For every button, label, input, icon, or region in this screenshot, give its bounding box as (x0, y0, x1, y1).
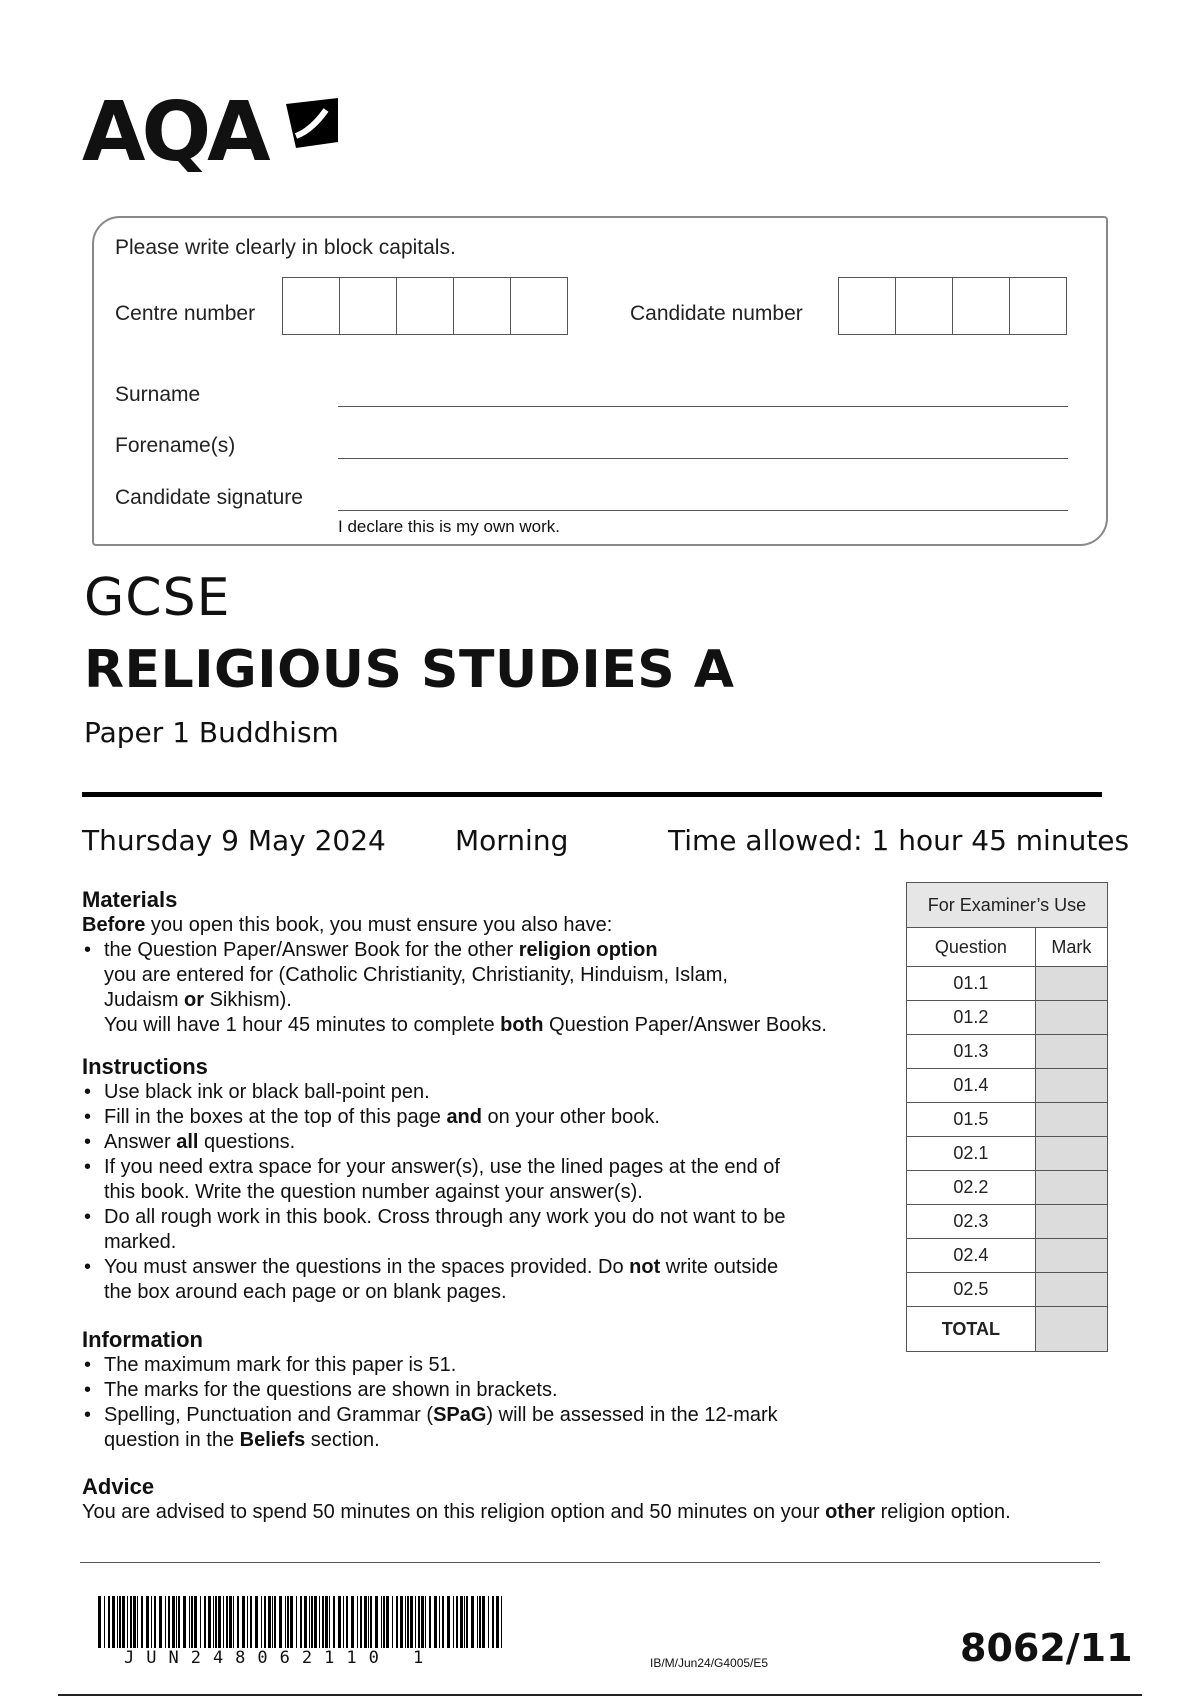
materials-heading: Materials (82, 887, 178, 912)
instructions-heading: Instructions (82, 1054, 208, 1079)
declaration-text: I declare this is my own work. (338, 517, 561, 536)
barcode-digits: JUN248062110 1 (124, 1648, 436, 1668)
qualification-title: GCSE (84, 568, 231, 628)
question-column-header: Question (907, 928, 1036, 967)
barcode-bar (400, 1596, 403, 1648)
barcode-bar (471, 1596, 474, 1648)
centre-number-box[interactable] (396, 277, 453, 335)
signature-label: Candidate signature (115, 486, 303, 509)
signature-field[interactable] (338, 510, 1068, 511)
barcode-bar (274, 1596, 276, 1648)
barcode-bar (272, 1596, 273, 1648)
barcode-bar (104, 1596, 105, 1648)
barcode-bar (215, 1596, 217, 1648)
barcode-bar (165, 1596, 166, 1648)
barcode-bar (304, 1596, 307, 1648)
barcode-bar (250, 1596, 252, 1648)
barcode-bar (208, 1596, 211, 1648)
centre-number-box[interactable] (510, 277, 568, 335)
barcode-bar (314, 1596, 317, 1648)
examiner-table-row (907, 1171, 1108, 1205)
question-number: 01.4 (907, 1069, 1036, 1103)
barcode-bar (191, 1596, 193, 1648)
barcode-bar (178, 1596, 180, 1648)
barcode-bar (233, 1596, 234, 1648)
barcode-bar (146, 1596, 149, 1648)
examiner-table-row (907, 1069, 1108, 1103)
information-item: • The marks for the questions are shown in brackets. (104, 1378, 902, 1403)
question-number: 02.2 (907, 1171, 1036, 1205)
barcode-bar (370, 1596, 372, 1648)
barcode (98, 1596, 508, 1648)
barcode-bar (133, 1596, 136, 1648)
mark-cell[interactable] (1035, 1205, 1107, 1239)
barcode-bar (381, 1596, 382, 1648)
candidate-number-box[interactable] (895, 277, 952, 335)
title-divider (82, 792, 1102, 797)
time-allowed: Time allowed: 1 hour 45 minutes (668, 824, 1130, 857)
barcode-bar (213, 1596, 214, 1648)
candidate-number-boxes (838, 277, 1067, 335)
barcode-bar (141, 1596, 143, 1648)
barcode-bar (357, 1596, 358, 1648)
barcode-bar (159, 1596, 162, 1648)
barcode-bar (151, 1596, 152, 1648)
examiner-table-row (907, 1205, 1108, 1239)
candidate-number-box[interactable] (952, 277, 1009, 335)
question-number: 02.3 (907, 1205, 1036, 1239)
mark-cell[interactable] (1035, 1239, 1107, 1273)
information-heading: Information (82, 1327, 203, 1352)
question-number: 02.4 (907, 1239, 1036, 1273)
examiner-table-row (907, 1273, 1108, 1307)
barcode-bar (415, 1596, 416, 1648)
centre-number-boxes (282, 277, 568, 335)
barcode-bar (122, 1596, 125, 1648)
barcode-bar (112, 1596, 115, 1648)
instructions-section (82, 1054, 902, 1305)
barcode-bar (392, 1596, 393, 1648)
information-item: • The maximum mark for this paper is 51. (104, 1353, 902, 1378)
barcode-bar (434, 1596, 437, 1648)
advice-section (82, 1474, 1122, 1525)
barcode-bar (261, 1596, 262, 1648)
total-mark-cell[interactable] (1035, 1307, 1107, 1352)
mark-cell[interactable] (1035, 1137, 1107, 1171)
surname-label: Surname (115, 383, 201, 406)
barcode-bar (127, 1596, 128, 1648)
barcode-bar (176, 1596, 177, 1648)
materials-bullet: • the Question Paper/Answer Book for the other religion option you are entered for (Catholic Christianity, Christianity, Hinduism, Islam, Judaism or Sikhism). You will have 1 hour 45 minutes to complete both Question Paper/Answer Books. (104, 938, 902, 1038)
barcode-bar (496, 1596, 499, 1648)
barcode-bar (396, 1596, 398, 1648)
barcode-bar (460, 1596, 463, 1648)
barcode-bar (279, 1596, 282, 1648)
instruction-item: • If you need extra space for your answer(s), use the lined pages at the end of this book. Write the question number against your answer(s). (104, 1155, 902, 1205)
centre-number-box[interactable] (282, 277, 339, 335)
instruction-item: • Use black ink or black ball-point pen. (104, 1080, 902, 1105)
barcode-bar (338, 1596, 341, 1648)
barcode-bar (464, 1596, 465, 1648)
examiner-table-row (907, 1137, 1108, 1171)
mark-column-header: Mark (1035, 928, 1107, 967)
barcode-bar (117, 1596, 118, 1648)
barcode-bar (137, 1596, 138, 1648)
barcode-bar (226, 1596, 228, 1648)
question-number: 02.5 (907, 1273, 1036, 1307)
barcode-bar (172, 1596, 175, 1648)
barcode-bar (200, 1596, 201, 1648)
barcode-bar (429, 1596, 431, 1648)
barcode-bar (247, 1596, 248, 1648)
mark-cell[interactable] (1035, 967, 1107, 1001)
barcode-bar (421, 1596, 424, 1648)
subject-title: RELIGIOUS STUDIES A (84, 640, 735, 700)
barcode-bar (405, 1596, 406, 1648)
barcode-bar (425, 1596, 426, 1648)
barcode-bar (285, 1596, 286, 1648)
mark-cell[interactable] (1035, 1103, 1107, 1137)
exam-session: Morning (455, 824, 569, 857)
forename-label: Forename(s) (115, 434, 236, 457)
barcode-bar (229, 1596, 232, 1648)
question-number: 01.1 (907, 967, 1036, 1001)
barcode-bar (242, 1596, 245, 1648)
barcode-bar (383, 1596, 385, 1648)
barcode-bar (319, 1596, 320, 1648)
barcode-bar (264, 1596, 266, 1648)
barcode-bar (456, 1596, 458, 1648)
barcode-bar (360, 1596, 362, 1648)
instruction-item: • Answer all questions. (104, 1130, 902, 1155)
total-label: TOTAL (907, 1307, 1036, 1352)
surname-field[interactable] (338, 406, 1068, 407)
barcode-bar (329, 1596, 330, 1648)
barcode-bar (119, 1596, 121, 1648)
question-number: 01.5 (907, 1103, 1036, 1137)
question-number: 01.3 (907, 1035, 1036, 1069)
candidate-number-box[interactable] (1009, 277, 1067, 335)
barcode-bar (287, 1596, 289, 1648)
examiner-table-row (907, 967, 1108, 1001)
instruction-item: • You must answer the questions in the spaces provided. Do not write outside the box around each page or on blank pages. (104, 1255, 902, 1305)
centre-number-box[interactable] (453, 277, 510, 335)
barcode-bar (343, 1596, 344, 1648)
barcode-bar (466, 1596, 468, 1648)
barcode-bar (183, 1596, 186, 1648)
examiner-table-title: For Examiner’s Use (907, 883, 1108, 928)
form-instruction: Please write clearly in block capitals. (115, 236, 456, 259)
aqa-flag-icon (282, 96, 342, 156)
barcode-bar (194, 1596, 197, 1648)
instruction-item: • Do all rough work in this book. Cross through any work you do not want to be marked. (104, 1205, 902, 1255)
barcode-bar (108, 1596, 110, 1648)
information-item: • Spelling, Punctuation and Grammar (SPaG) will be assessed in the 12-mark question in the Beliefs section. (104, 1403, 902, 1453)
barcode-bar (418, 1596, 420, 1648)
paper-title: Paper 1 Buddhism (84, 716, 339, 749)
barcode-bar (477, 1596, 478, 1648)
barcode-bar (368, 1596, 369, 1648)
logo-text: AQA (82, 85, 267, 180)
barcode-bar (386, 1596, 389, 1648)
barcode-bar (189, 1596, 190, 1648)
barcode-bar (154, 1596, 156, 1648)
mark-cell[interactable] (1035, 1171, 1107, 1205)
mark-cell[interactable] (1035, 1035, 1107, 1069)
question-number: 01.2 (907, 1001, 1036, 1035)
barcode-bar (322, 1596, 324, 1648)
barcode-bar (333, 1596, 335, 1648)
barcode-bar (492, 1596, 494, 1648)
barcode-bar (410, 1596, 413, 1648)
barcode-bar (375, 1596, 378, 1648)
examiner-use-table (906, 882, 1108, 1352)
materials-intro: Before you open this book, you must ensure you also have: (82, 914, 613, 936)
examiner-table-row (907, 1103, 1108, 1137)
advice-heading: Advice (82, 1474, 155, 1499)
barcode-bar (268, 1596, 271, 1648)
barcode-bar (325, 1596, 328, 1648)
centre-number-label: Centre number (115, 302, 256, 325)
paper-reference: IB/M/Jun24/G4005/E5 (650, 1656, 769, 1670)
forename-field[interactable] (338, 458, 1068, 459)
examiner-table-row (907, 1035, 1108, 1069)
barcode-bar (255, 1596, 258, 1648)
paper-code: 8062/11 (960, 1626, 1133, 1670)
barcode-bar (300, 1596, 302, 1648)
barcode-bar (346, 1596, 348, 1648)
barcode-bar (168, 1596, 170, 1648)
barcode-bar (364, 1596, 367, 1648)
information-section (82, 1327, 902, 1453)
barcode-bar (311, 1596, 313, 1648)
barcode-bar (218, 1596, 221, 1648)
exam-date: Thursday 9 May 2024 (82, 824, 386, 857)
materials-section (82, 887, 902, 1038)
examiner-table-row (907, 1001, 1108, 1035)
barcode-bar (351, 1596, 354, 1648)
mark-cell[interactable] (1035, 1273, 1107, 1307)
barcode-bar (447, 1596, 450, 1648)
barcode-bar (130, 1596, 132, 1648)
barcode-bar (309, 1596, 310, 1648)
barcode-bar (482, 1596, 485, 1648)
candidate-number-box[interactable] (838, 277, 895, 335)
barcode-bar (296, 1596, 297, 1648)
barcode-bar (290, 1596, 293, 1648)
footer-divider (80, 1562, 1100, 1563)
barcode-bar (237, 1596, 239, 1648)
mark-cell[interactable] (1035, 1001, 1107, 1035)
mark-cell[interactable] (1035, 1069, 1107, 1103)
barcode-bar (223, 1596, 224, 1648)
instruction-item: • Fill in the boxes at the top of this page and on your other book. (104, 1105, 902, 1130)
barcode-bar (407, 1596, 409, 1648)
barcode-bar (488, 1596, 489, 1648)
barcode-bar (439, 1596, 440, 1648)
candidate-number-label: Candidate number (630, 302, 803, 325)
barcode-bar (453, 1596, 454, 1648)
barcode-bar (204, 1596, 206, 1648)
page-bottom-rule (58, 1694, 1142, 1696)
barcode-bar (479, 1596, 481, 1648)
question-number: 02.1 (907, 1137, 1036, 1171)
examiner-table-row (907, 1239, 1108, 1273)
advice-text: You are advised to spend 50 minutes on this religion option and 50 minutes on your other religion option. (82, 1501, 1011, 1523)
centre-number-box[interactable] (339, 277, 396, 335)
barcode-bar (501, 1596, 502, 1648)
barcode-bar (98, 1596, 101, 1648)
barcode-bar (442, 1596, 444, 1648)
